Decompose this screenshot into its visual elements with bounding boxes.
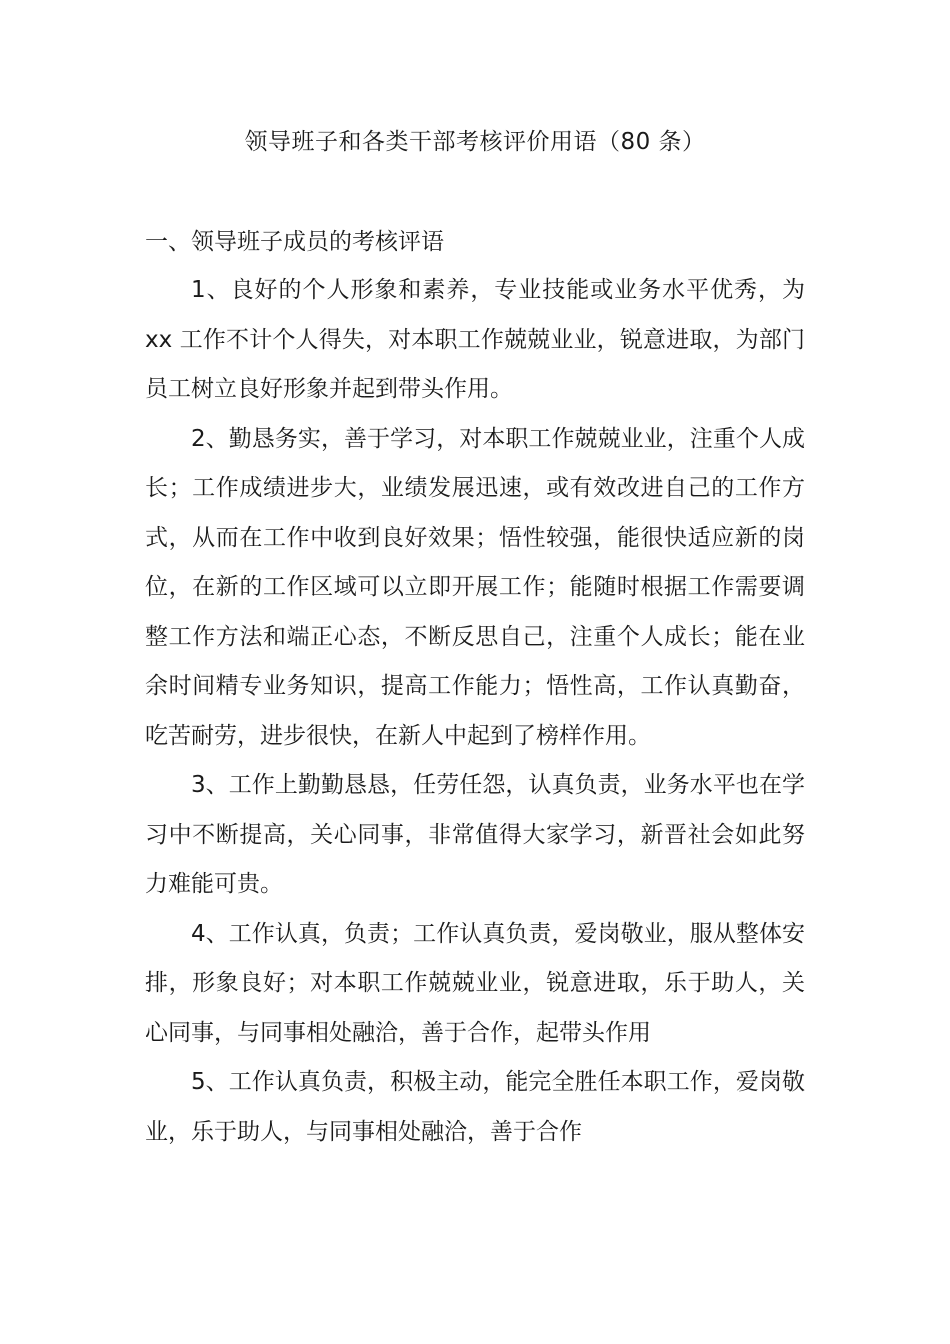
paragraph-1: 1、良好的个人形象和素养，专业技能或业务水平优秀，为xx 工作不计个人得失，对本职工作兢兢业业，锐意进取，为部门员工树立良好形象并起到带头作用。 (145, 277, 805, 402)
paragraph-5: 5、工作认真负责，积极主动，能完全胜任本职工作，爱岗敬业，乐于助人，与同事相处融洽，善于合作 (145, 1069, 805, 1145)
section-heading: 一、领导班子成员的考核评语 (145, 229, 444, 255)
paragraph-3: 3、工作上勤勤恳恳，任劳任怨，认真负责，业务水平也在学习中不断提高，关心同事，非常值得大家学习，新晋社会如此努力难能可贵。 (145, 772, 805, 897)
document-body (145, 266, 805, 1157)
document-title: 领导班子和各类干部考核评价用语（80 条） (244, 129, 706, 155)
paragraph-2: 2、勤恳务实，善于学习，对本职工作兢兢业业，注重个人成长；工作成绩进步大，业绩发展迅速，或有效改进自己的工作方式，从而在工作中收到良好效果；悟性较强，能很快适应新的岗位，在新的工作区域可以立即开展工作；能随时根据工作需要调整工作方法和端正心态，不断反思自己，注重个人成长；能在业余时间精专业务知识，提高工作能力；悟性高，工作认真勤奋，吃苦耐劳，进步很快，在新人中起到了榜样作用。 (145, 425, 805, 749)
paragraph-4: 4、工作认真，负责；工作认真负责，爱岗敬业，服从整体安排，形象良好；对本职工作兢兢业业，锐意进取，乐于助人，关心同事，与同事相处融洽，善于合作，起带头作用 (145, 920, 805, 1046)
